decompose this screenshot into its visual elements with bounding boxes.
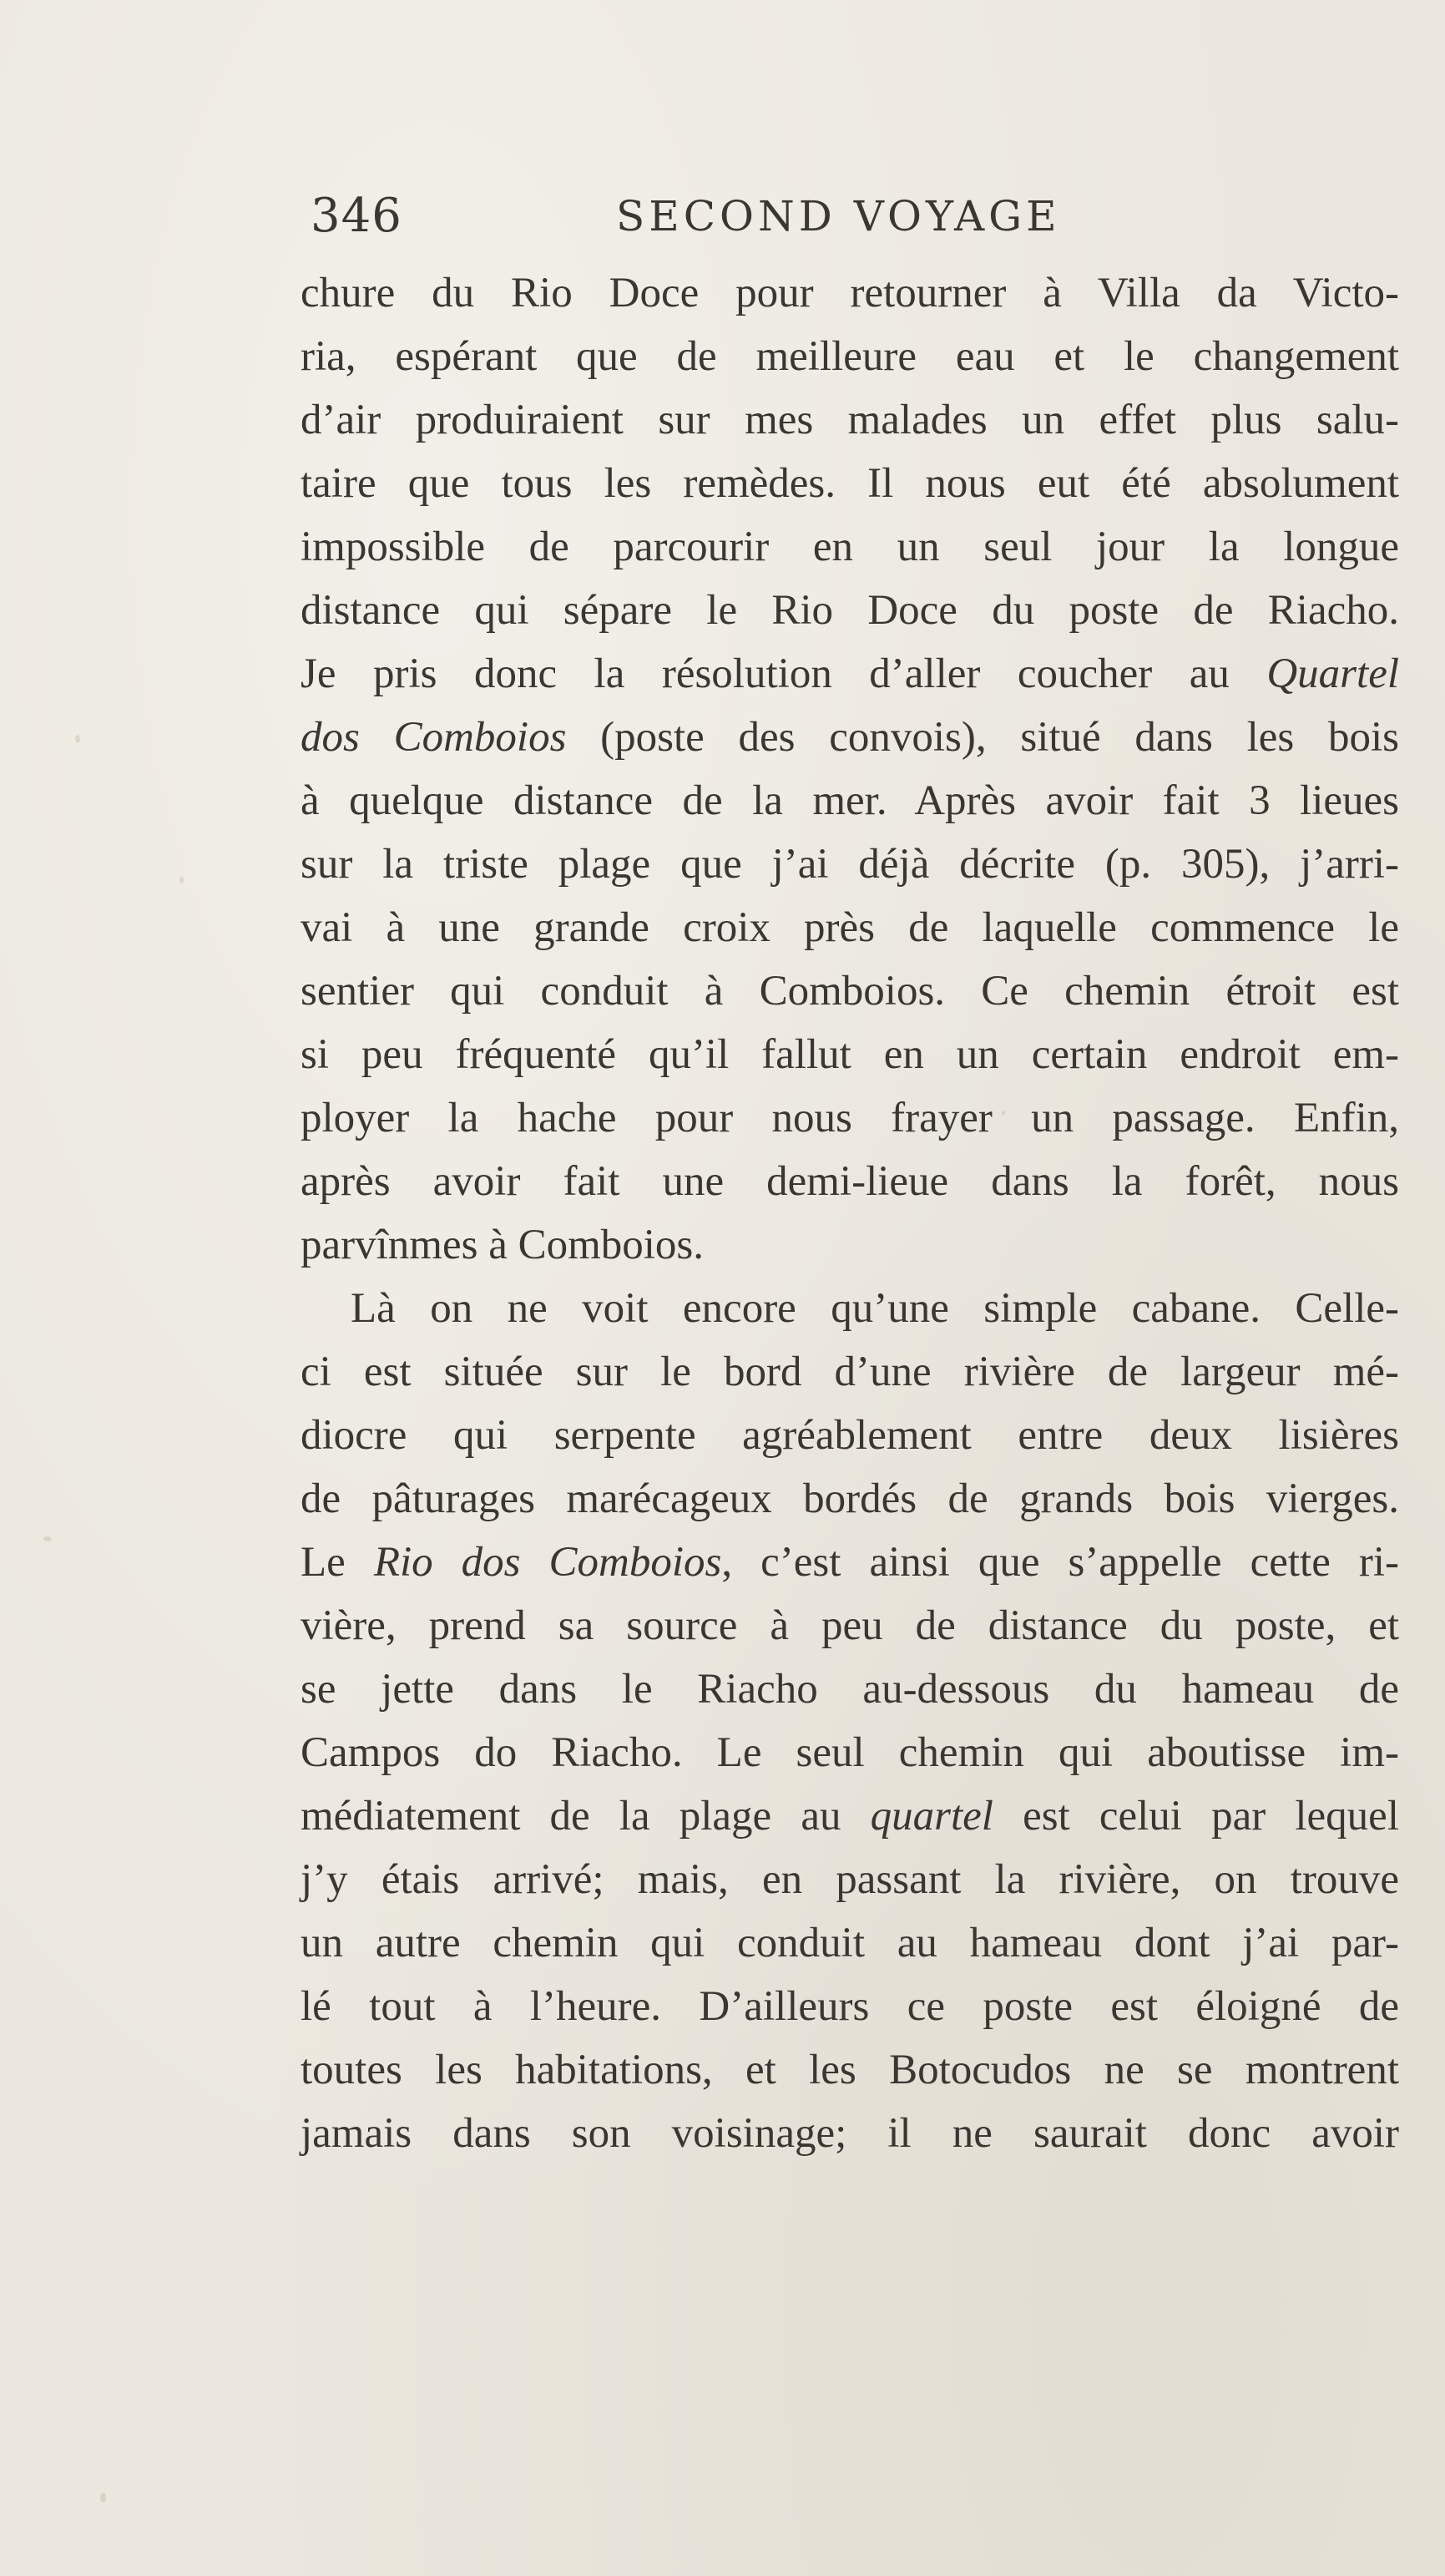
text-segment: ria, espérant que de meilleure eau et le changement (301, 333, 1399, 380)
text-line (301, 452, 1399, 515)
text-line (301, 1848, 1399, 1911)
text-segment: un autre chemin qui conduit au hameau dont j’ai par- (301, 1920, 1399, 1966)
text-line (301, 833, 1399, 896)
text-segment: ployer la hache pour nous frayer un passage. Enfin, (301, 1095, 1399, 1141)
italic-term: quartel (870, 1793, 993, 1840)
body-text (301, 261, 1399, 2165)
text-line (301, 1975, 1399, 2038)
text-segment: si peu fréquenté qu’il fallut en un certain endroit em- (301, 1031, 1399, 1078)
text-segment: , c’est ainsi que s’appelle cette ri- (721, 1539, 1399, 1586)
text-segment: vai à une grande croix près de laquelle commence le (301, 904, 1399, 951)
text-line (301, 706, 1399, 769)
text-line (301, 1340, 1399, 1404)
paper-spot (75, 735, 80, 743)
text-line (301, 1213, 1399, 1277)
text-segment: après avoir fait une demi-lieue dans la forêt, nous (301, 1158, 1399, 1205)
text-line (301, 261, 1399, 325)
text-line (301, 959, 1399, 1023)
paragraph-start-line (301, 1277, 1399, 1340)
text-line (301, 2102, 1399, 2165)
text-line (301, 896, 1399, 959)
text-line (301, 1657, 1399, 1721)
text-segment: impossible de parcourir en un seul jour la longue (301, 524, 1399, 570)
text-segment: Campos do Riacho. Le seul chemin qui aboutisse im- (301, 1729, 1399, 1776)
text-line (301, 579, 1399, 642)
paper-spot (179, 877, 184, 883)
text-line (301, 1531, 1399, 1594)
text-segment: à quelque distance de la mer. Après avoir fait 3 lieues (301, 777, 1399, 824)
text-line (301, 388, 1399, 452)
italic-term: Rio dos Comboios (373, 1539, 722, 1586)
text-segment: d’air produiraient sur mes malades un effet plus salu- (301, 397, 1399, 443)
text-line (301, 1911, 1399, 1975)
text-line (301, 1086, 1399, 1150)
text-segment: médiatement de la plage au (301, 1793, 871, 1840)
text-line (301, 1150, 1399, 1213)
text-line (301, 2038, 1399, 2102)
text-segment: se jette dans le Riacho au-dessous du hameau de (301, 1666, 1399, 1713)
text-line (301, 1404, 1399, 1467)
text-line (301, 1721, 1399, 1784)
text-segment: sentier qui conduit à Comboios. Ce chemin étroit est (301, 968, 1399, 1015)
text-segment: de pâturages marécageux bordés de grands bois vierges. (301, 1475, 1399, 1522)
text-line (301, 325, 1399, 388)
paper-spot (100, 2492, 106, 2503)
page-header (301, 189, 1135, 247)
text-segment: jamais dans son voisinage; il ne saurait donc avoir (301, 2110, 1399, 2157)
italic-term: dos Comboios (301, 714, 567, 761)
text-segment: j’y étais arrivé; mais, en passant la rivière, on trouve (301, 1856, 1399, 1903)
text-segment: Je pris donc la résolution d’aller coucher au (301, 650, 1267, 697)
text-segment: chure du Rio Doce pour retourner à Villa da Victo- (301, 270, 1399, 316)
text-line (301, 769, 1399, 833)
paper-spot (43, 1536, 52, 1541)
text-line (301, 1594, 1399, 1657)
text-segment: diocre qui serpente agréablement entre deux lisières (301, 1412, 1399, 1459)
text-line (301, 1023, 1399, 1086)
italic-term: Quartel (1266, 650, 1399, 697)
text-segment: vière, prend sa source à peu de distance du poste, et (301, 1602, 1399, 1649)
text-segment: (poste des convois), situé dans les bois (566, 714, 1399, 761)
text-segment: Là on ne voit encore qu’une simple cabane. Celle- (351, 1285, 1399, 1332)
text-segment: distance qui sépare le Rio Doce du poste de Riacho. (301, 587, 1399, 634)
text-line (301, 1784, 1399, 1848)
text-segment: est celui par lequel (993, 1793, 1399, 1840)
text-segment: lé tout à l’heure. D’ailleurs ce poste est éloigné de (301, 1983, 1399, 2030)
text-segment: sur la triste plage que j’ai déjà décrite (p. 305), j’arri- (301, 841, 1399, 888)
text-segment: parvînmes à Comboios. (301, 1222, 705, 1268)
text-line (301, 642, 1399, 706)
text-segment: Le (301, 1539, 374, 1586)
text-segment: taire que tous les remèdes. Il nous eut été absolument (301, 460, 1399, 507)
text-line (301, 515, 1399, 579)
text-segment: toutes les habitations, et les Botocudos ne se montrent (301, 2047, 1399, 2093)
text-segment: ci est située sur le bord d’une rivière de largeur mé- (301, 1349, 1399, 1395)
page-number: 346 (311, 189, 402, 243)
running-head: SECOND VOYAGE (616, 192, 1061, 240)
text-line (301, 1467, 1399, 1531)
